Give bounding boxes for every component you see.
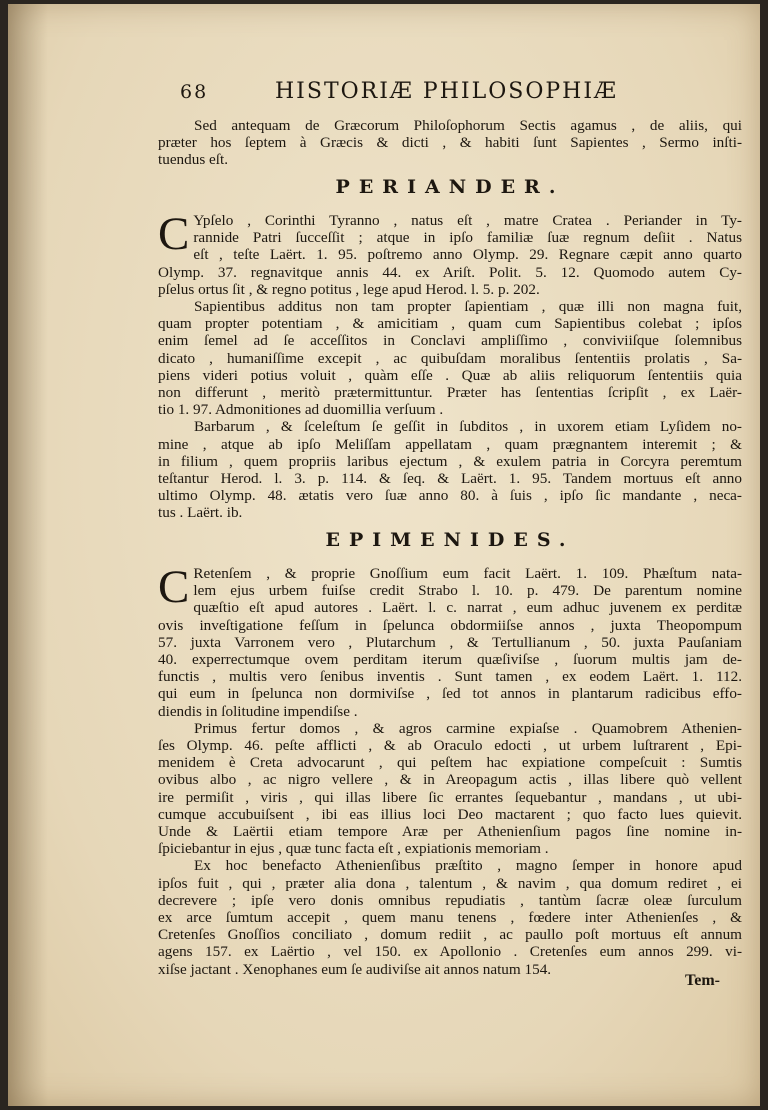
- text-line: menidem è Creta advocarunt , qui peſtem hac expiatione compeſcuit : Sumtis: [158, 754, 742, 772]
- text-line: qui eum in ſpelunca non dormiviſse , ſed tot annos in plantarum radicibus effo-: [158, 685, 742, 703]
- intro-paragraph: [158, 117, 742, 169]
- text-line: pſelus ortus ſit , & regno potitus , lege apud Herod. l. 5. p. 202.: [158, 280, 540, 298]
- text-line: ovibus albo , ac nigro vellere , & in Areopagum actis , illas libere quò vellent: [158, 771, 742, 789]
- text-line: non differunt , meritò prætermittuntur. Præter has ſententias ſcripſit , ex Laër-: [158, 384, 742, 402]
- text-line: lem ejus urbem fuiſse credit Strabo l. 10. p. 479. De parentum nomine: [193, 582, 742, 600]
- section-body-periander: [158, 208, 742, 522]
- text-line: cumque accubuiſsent , ibi eas illius loci Deo mactarent ; quo facto lues quievit.: [158, 805, 742, 823]
- section-body-epimenides: [158, 561, 742, 978]
- catchword: Tem-: [685, 972, 720, 989]
- intro-line: Sed antequam de Græcorum Philoſophorum Sectis agamus , de aliis, qui: [194, 117, 742, 134]
- running-head-title: HISTORIÆ PHILOSOPHIÆ: [275, 79, 619, 104]
- drop-cap: C: [158, 208, 190, 260]
- text-line: dicato , humaniſſime excepit , ac quibuſdam moralibus ſententiis prolatis , Sa-: [158, 349, 742, 367]
- text-line: ſpiciebantur in ejus , quæ tunc facta eſt , expiationis memoriam .: [158, 840, 549, 858]
- page-gutter-shadow: [8, 4, 48, 1106]
- text-line: quam propter potentiam , & amicitiam , quam cum Sapientibus colebat ; ipſos: [158, 315, 742, 333]
- section-heading-periander: PERIANDER.: [335, 176, 565, 198]
- running-head: [180, 79, 740, 104]
- text-line: rannide Patri ſucceſſit ; atque in ipſo familiæ ſuæ regnum deſiit . Natus: [193, 229, 742, 247]
- text-line: quæſtio eſt apud autores . Laërt. l. c. narrat , eum adhuc juvenem ex perditæ: [193, 599, 742, 617]
- text-line: Olymp. 37. regnavitque annis 44. ex Ariſt. Polit. 5. 12. Quomodo autem Cy-: [158, 263, 742, 281]
- text-line: ire permiſit , viris , qui illas libere ſic errantes ſequebantur , mandans , ut ubi-: [158, 788, 742, 806]
- text-line: tus . Laërt. ib.: [158, 504, 243, 522]
- text-line: tio 1. 97. Admonitiones ad duomillia verſuum .: [158, 401, 444, 419]
- text-line: ultimo Olymp. 48. ætatis vero ſuæ anno 80. à ſuis , ipſo ſic mandante , neca-: [158, 487, 742, 505]
- intro-line: præter hos ſeptem à Græcis & dicti , & habiti ſunt Sapientes , Sermo inſti-: [158, 134, 742, 152]
- section-heading-epimenides: EPIMENIDES.: [325, 529, 575, 551]
- text-line: Primus fertur domos , & agros carmine expiaſse . Quamobrem Athenien-: [194, 719, 742, 737]
- text-line: Sapientibus additus non tam propter ſapientiam , quæ illi non magna fuit,: [194, 298, 742, 316]
- text-line: 57. juxta Varronem vero , Plutarchum , & Tertullianum , 50. juxta Pauſaniam: [158, 633, 742, 651]
- text-line: Ex hoc benefacto Athenienſibus præſtito , magno ſemper in honore apud: [194, 857, 742, 875]
- drop-cap: C: [158, 561, 190, 613]
- text-line: Retenſem , & proprie Gnoſſium eum facit Laërt. 1. 109. Phæſtum nata-: [193, 565, 742, 582]
- text-line: functis , multis vero ſenibus inventis . Sunt tamen , ex eodem Laërt. 1. 112.: [158, 668, 742, 686]
- text-line: Cretenſes Gnoſſios conciliato , domum rediit , ac paullo poſt mortuus eſt annum: [158, 926, 742, 944]
- text-line: xiſse jactant . Xenophanes eum ſe audiviſse ait annos natum 154.: [158, 960, 552, 978]
- text-line: ovis inveſtigatione feſſum in ſpelunca obdormiiſse annos , juxta Theopompum: [158, 616, 742, 634]
- text-line: mine , atque ab ipſo Meliſſam appellatam , quam prægnantem interemit ; &: [158, 435, 742, 453]
- text-line: piens videri potius voluit , quàm eſſe . Quæ ab aliis reliquorum ſententiis quia: [158, 366, 742, 384]
- intro-line: tuendus eſt.: [158, 151, 229, 169]
- text-line: diendis in ſolitudine impendiſse .: [158, 702, 358, 720]
- text-line: eſt , teſte Laërt. 1. 95. poſtremo anno Olymp. 29. Regnare cæpit anno quarto: [193, 246, 742, 264]
- text-line: decrevere ; ipſe vero donis omnibus repudiatis , tantùm ſacræ oleæ ſurculum: [158, 891, 742, 909]
- text-line: enim ſemel ad ſe acceſſitos in Conclavi ampliſſimo , conviviiſque ſolemnibus: [158, 332, 742, 350]
- text-line: teſtantur Herod. l. 3. p. 114. & ſeq. & Laërt. 1. 95. Tandem mortuus eſt anno: [158, 470, 742, 488]
- book-page: [8, 4, 760, 1106]
- text-line: in filium , quem propriis laribus ejectum , & exulem patria in Corcyra peremtum: [158, 452, 742, 470]
- text-line: 40. experrectumque ovem perditam iterum quæſiviſse , ſuorum multis jam de-: [158, 651, 742, 669]
- text-line: agens 157. ex Laërtio , vel 150. ex Apollonio . Cretenſes eum annos 299. vi-: [158, 943, 742, 961]
- text-line: ex arce ſumtum accepit , quem manu tenens , fœdere inter Athenienſes , &: [158, 909, 742, 927]
- page-number: 68: [180, 81, 209, 103]
- text-line: Unde & Laërtii etiam tempore Aræ per Athenienſium pagos ſine nomine in-: [158, 823, 742, 841]
- text-line: Barbarum , & ſceleſtum ſe geſſit in ſubditos , in uxorem etiam Lyſidem no-: [194, 418, 742, 436]
- text-line: ſes Olymp. 46. peſte afflicti , & ab Oraculo edocti , ut urbem luſtrarent , Epi-: [158, 737, 742, 755]
- text-line: Ypſelo , Corinthi Tyranno , natus eſt , matre Cratea . Periander in Ty-: [193, 212, 742, 229]
- text-line: ipſos fuit , qui , præter alia dona , talentum , & navim , qua domum rediret , ei: [158, 874, 742, 892]
